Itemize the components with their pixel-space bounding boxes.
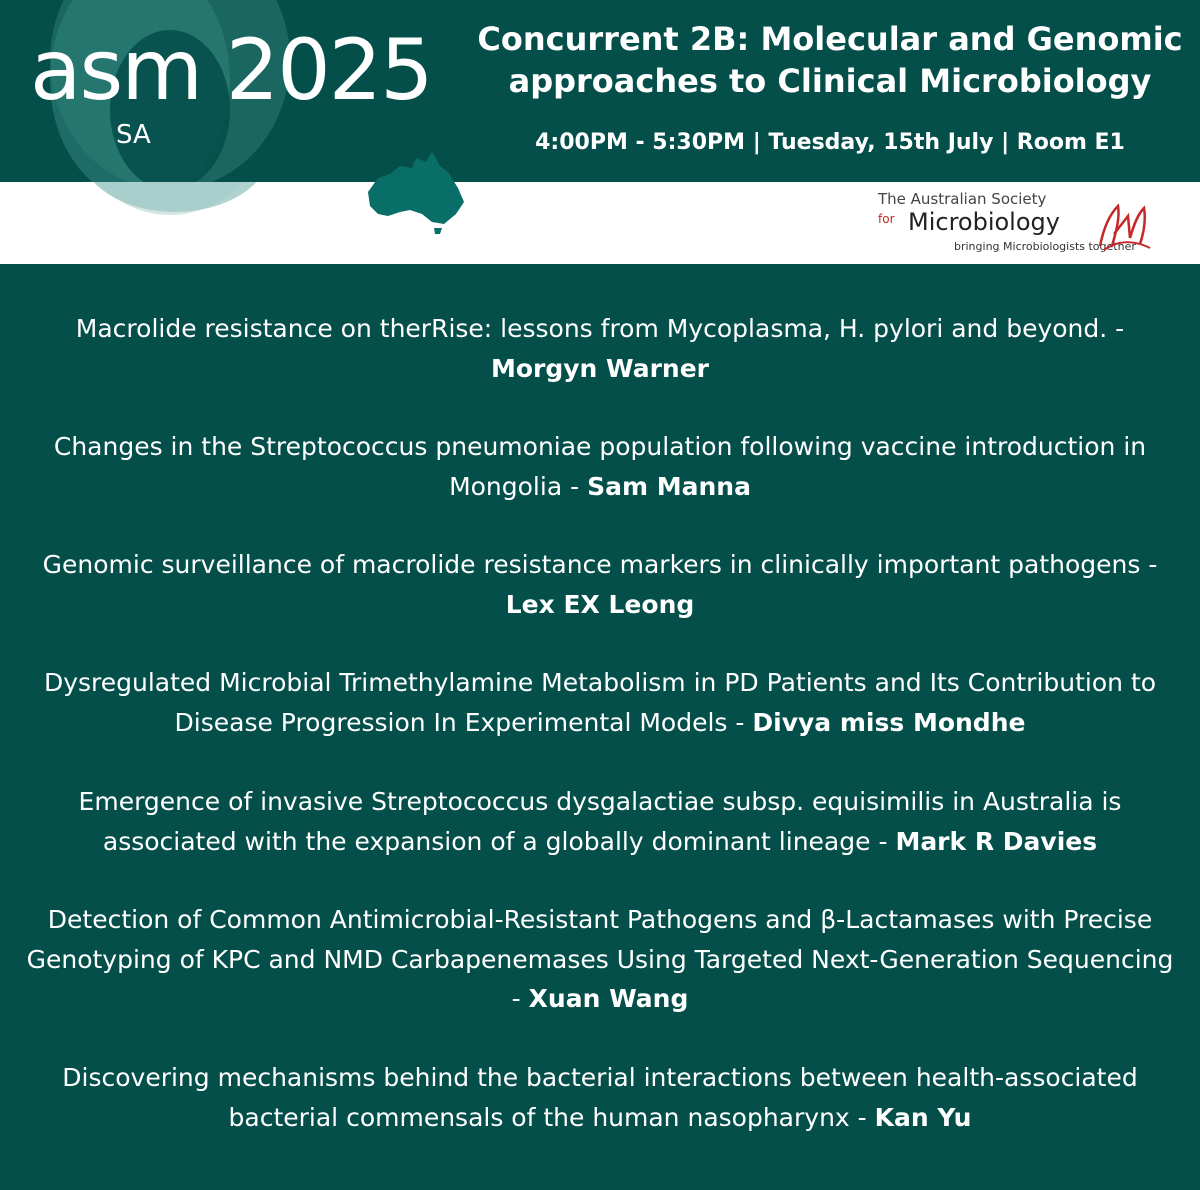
society-for: for [878,212,895,226]
society-logo [866,186,1168,258]
talk-title: Changes in the Streptococcus pneumoniae population following vaccine introduction in Mongolia [53,432,1147,501]
talk-item [20,427,1180,506]
speaker-separator: - [1115,314,1125,343]
header-banner [0,0,1200,182]
talk-item [20,782,1180,861]
talk-title: Discovering mechanisms behind the bacterial interactions between health-associated bacterial commensals of the human nasopharynx [62,1063,1138,1132]
talk-title: Emergence of invasive Streptococcus dysgalactiae subsp. equisimilis in Australia is associated with the expansion of a globally dominant lineage [78,787,1122,856]
talk-speaker: Xuan Wang [528,984,689,1013]
talk-speaker: Sam Manna [587,471,751,501]
talk-title: Macrolide resistance on therRise: lessons from Mycoplasma, H. pylori and beyond. [75,314,1108,343]
asm-logo-region: SA [116,120,151,150]
talk-title: Dysregulated Microbial Trimethylamine Metabolism in PD Patients and Its Contribution to Disease Progression In Experimental Models [43,668,1157,737]
decorative-rings-lower [0,182,300,264]
talk-item [20,545,1180,624]
speaker-separator: - [878,826,888,856]
talk-item [20,900,1180,1019]
talk-item [20,663,1180,742]
speaker-separator: - [1148,550,1158,579]
talk-speaker: Morgyn Warner [490,353,710,383]
talk-speaker: Divya miss Mondhe [752,707,1026,737]
talk-title: Genomic surveillance of macrolide resistance markers in clinically important pathogens [42,550,1141,579]
talk-list [0,264,1200,1190]
talk-speaker: Mark R Davies [895,826,1098,856]
asm-logo-text: asm 2025 [30,21,432,119]
speaker-separator: - [511,984,521,1013]
session-details: 4:00PM - 5:30PM | Tuesday, 15th July | Room E1 [535,130,1125,155]
asm-emblem-icon [1094,196,1156,254]
speaker-separator: - [857,1102,867,1132]
talk-title: Detection of Common Antimicrobial-Resistant Pathogens and β-Lactamases with Precise Genotyping of KPC and NMD Carbapenemases Using Targeted Next-Generation Sequencing [26,905,1174,974]
talk-speaker: Kan Yu [874,1102,972,1132]
society-line1: The Australian Society [878,190,1047,208]
australia-map-icon [360,148,470,234]
session-title: Concurrent 2B: Molecular and Genomic approaches to Clinical Microbiology [477,20,1183,100]
talk-item [20,309,1180,388]
society-tagline: bringing Microbiologists together [954,240,1136,253]
society-name: Microbiology [908,208,1060,236]
speaker-separator: - [570,471,580,501]
talk-item [20,1058,1180,1137]
speaker-separator: - [735,707,745,737]
talk-speaker: Lex EX Leong [505,589,695,619]
